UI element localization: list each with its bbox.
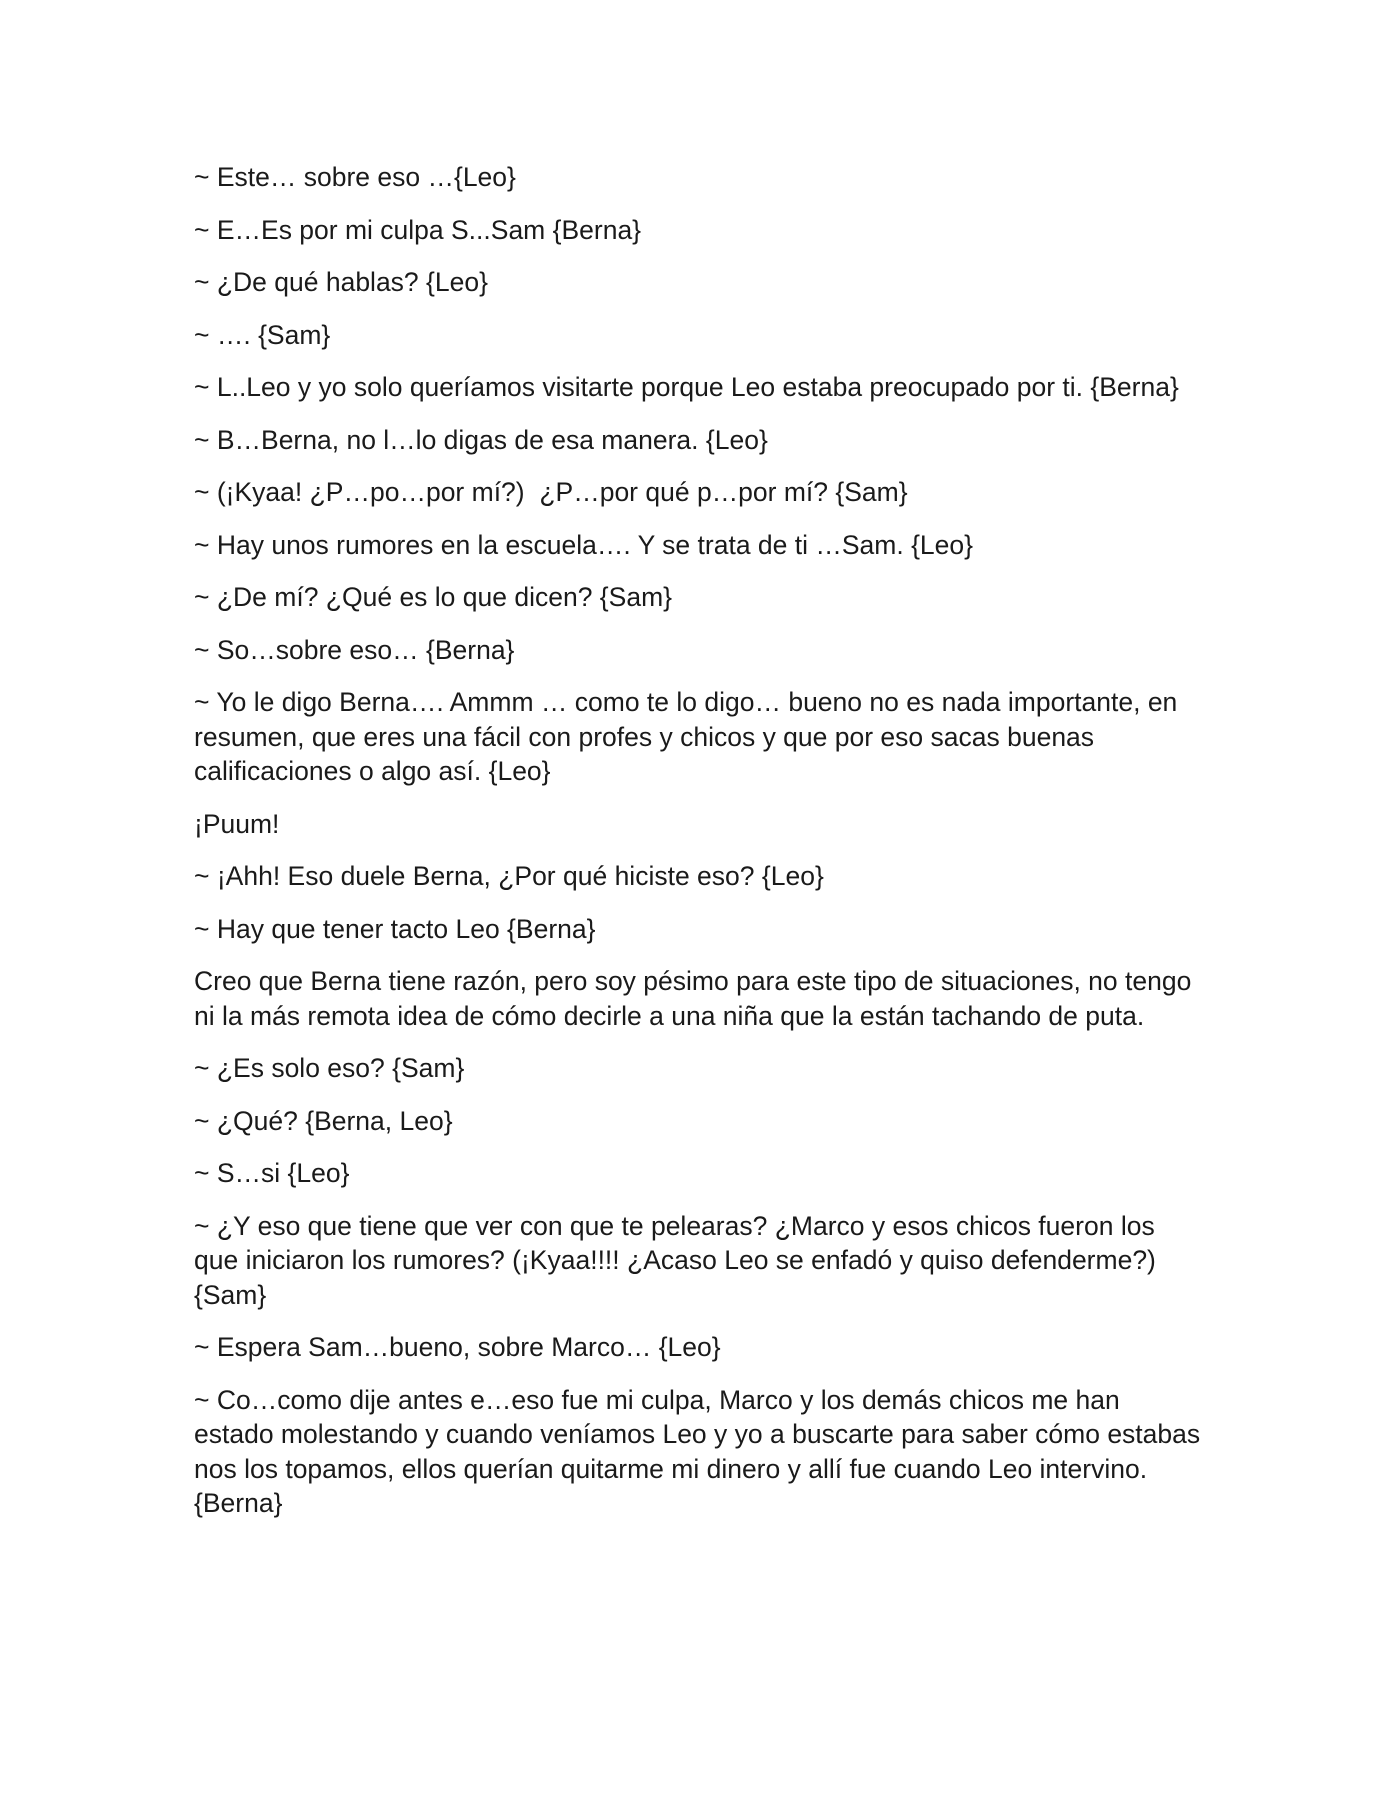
dialogue-line: ~ So…sobre eso… {Berna} bbox=[194, 634, 515, 665]
dialogue-line: ~ Yo le digo Berna…. Ammm … como te lo digo… bueno no es nada importante, en resumen, que eres una fácil con profes y chicos y que por eso sacas buenas calificaciones o algo así. {Leo} bbox=[194, 687, 1185, 786]
dialogue-line: ~ …. {Sam} bbox=[194, 319, 331, 350]
dialogue-line: ~ Hay unos rumores en la escuela…. Y se trata de ti …Sam. {Leo} bbox=[194, 529, 973, 560]
dialogue-line: ~ Este… sobre eso …{Leo} bbox=[194, 162, 516, 192]
document-body bbox=[194, 160, 1208, 1539]
dialogue-line: ~ ¿Es solo eso? {Sam} bbox=[194, 1053, 465, 1083]
dialogue-line: ~ (¡Kyaa! ¿P…po…por mí?) ¿P…por qué p…por mí? {Sam} bbox=[194, 477, 908, 507]
dialogue-line: ~ ¿Y eso que tiene que ver con que te pelearas? ¿Marco y esos chicos fueron los que iniciaron los rumores? (¡Kyaa!!!! ¿Acaso Leo se enfadó y quiso defenderme?) {Sam} bbox=[194, 1210, 1164, 1310]
dialogue-line: ~ ¿De qué hablas? {Leo} bbox=[194, 267, 488, 297]
dialogue-line: ~ S…si {Leo} bbox=[194, 1158, 350, 1188]
dialogue-line: ~ Hay que tener tacto Leo {Berna} bbox=[194, 913, 596, 944]
dialogue-line: ~ ¡Ahh! Eso duele Berna, ¿Por qué hiciste eso? {Leo} bbox=[194, 861, 824, 891]
dialogue-line: ~ B…Berna, no l…lo digas de esa manera. {Leo} bbox=[194, 424, 768, 455]
narration-paragraph: Creo que Berna tiene razón, pero soy pésimo para este tipo de situaciones, no tengo ni la más remota idea de cómo decirle a una niña que la están tachando de puta. bbox=[194, 966, 1199, 1031]
dialogue-line: ~ ¿De mí? ¿Qué es lo que dicen? {Sam} bbox=[194, 582, 672, 612]
dialogue-line: ~ ¿Qué? {Berna, Leo} bbox=[194, 1105, 453, 1136]
dialogue-line: ~ Espera Sam…bueno, sobre Marco… {Leo} bbox=[194, 1332, 721, 1362]
dialogue-line: ~ L..Leo y yo solo queríamos visitarte porque Leo estaba preocupado por ti. {Berna} bbox=[194, 372, 1179, 402]
dialogue-line: ~ E…Es por mi culpa S...Sam {Berna} bbox=[194, 214, 642, 245]
dialogue-line: ~ Co…como dije antes e…eso fue mi culpa, Marco y los demás chicos me han estado molestando y cuando veníamos Leo y yo a buscarte para saber cómo estabas nos los topamos, ellos querían quitarme mi dinero y allí fue cuando Leo intervino. {Berna} bbox=[194, 1384, 1208, 1518]
sound-effect-line: ¡Puum! bbox=[194, 808, 280, 839]
